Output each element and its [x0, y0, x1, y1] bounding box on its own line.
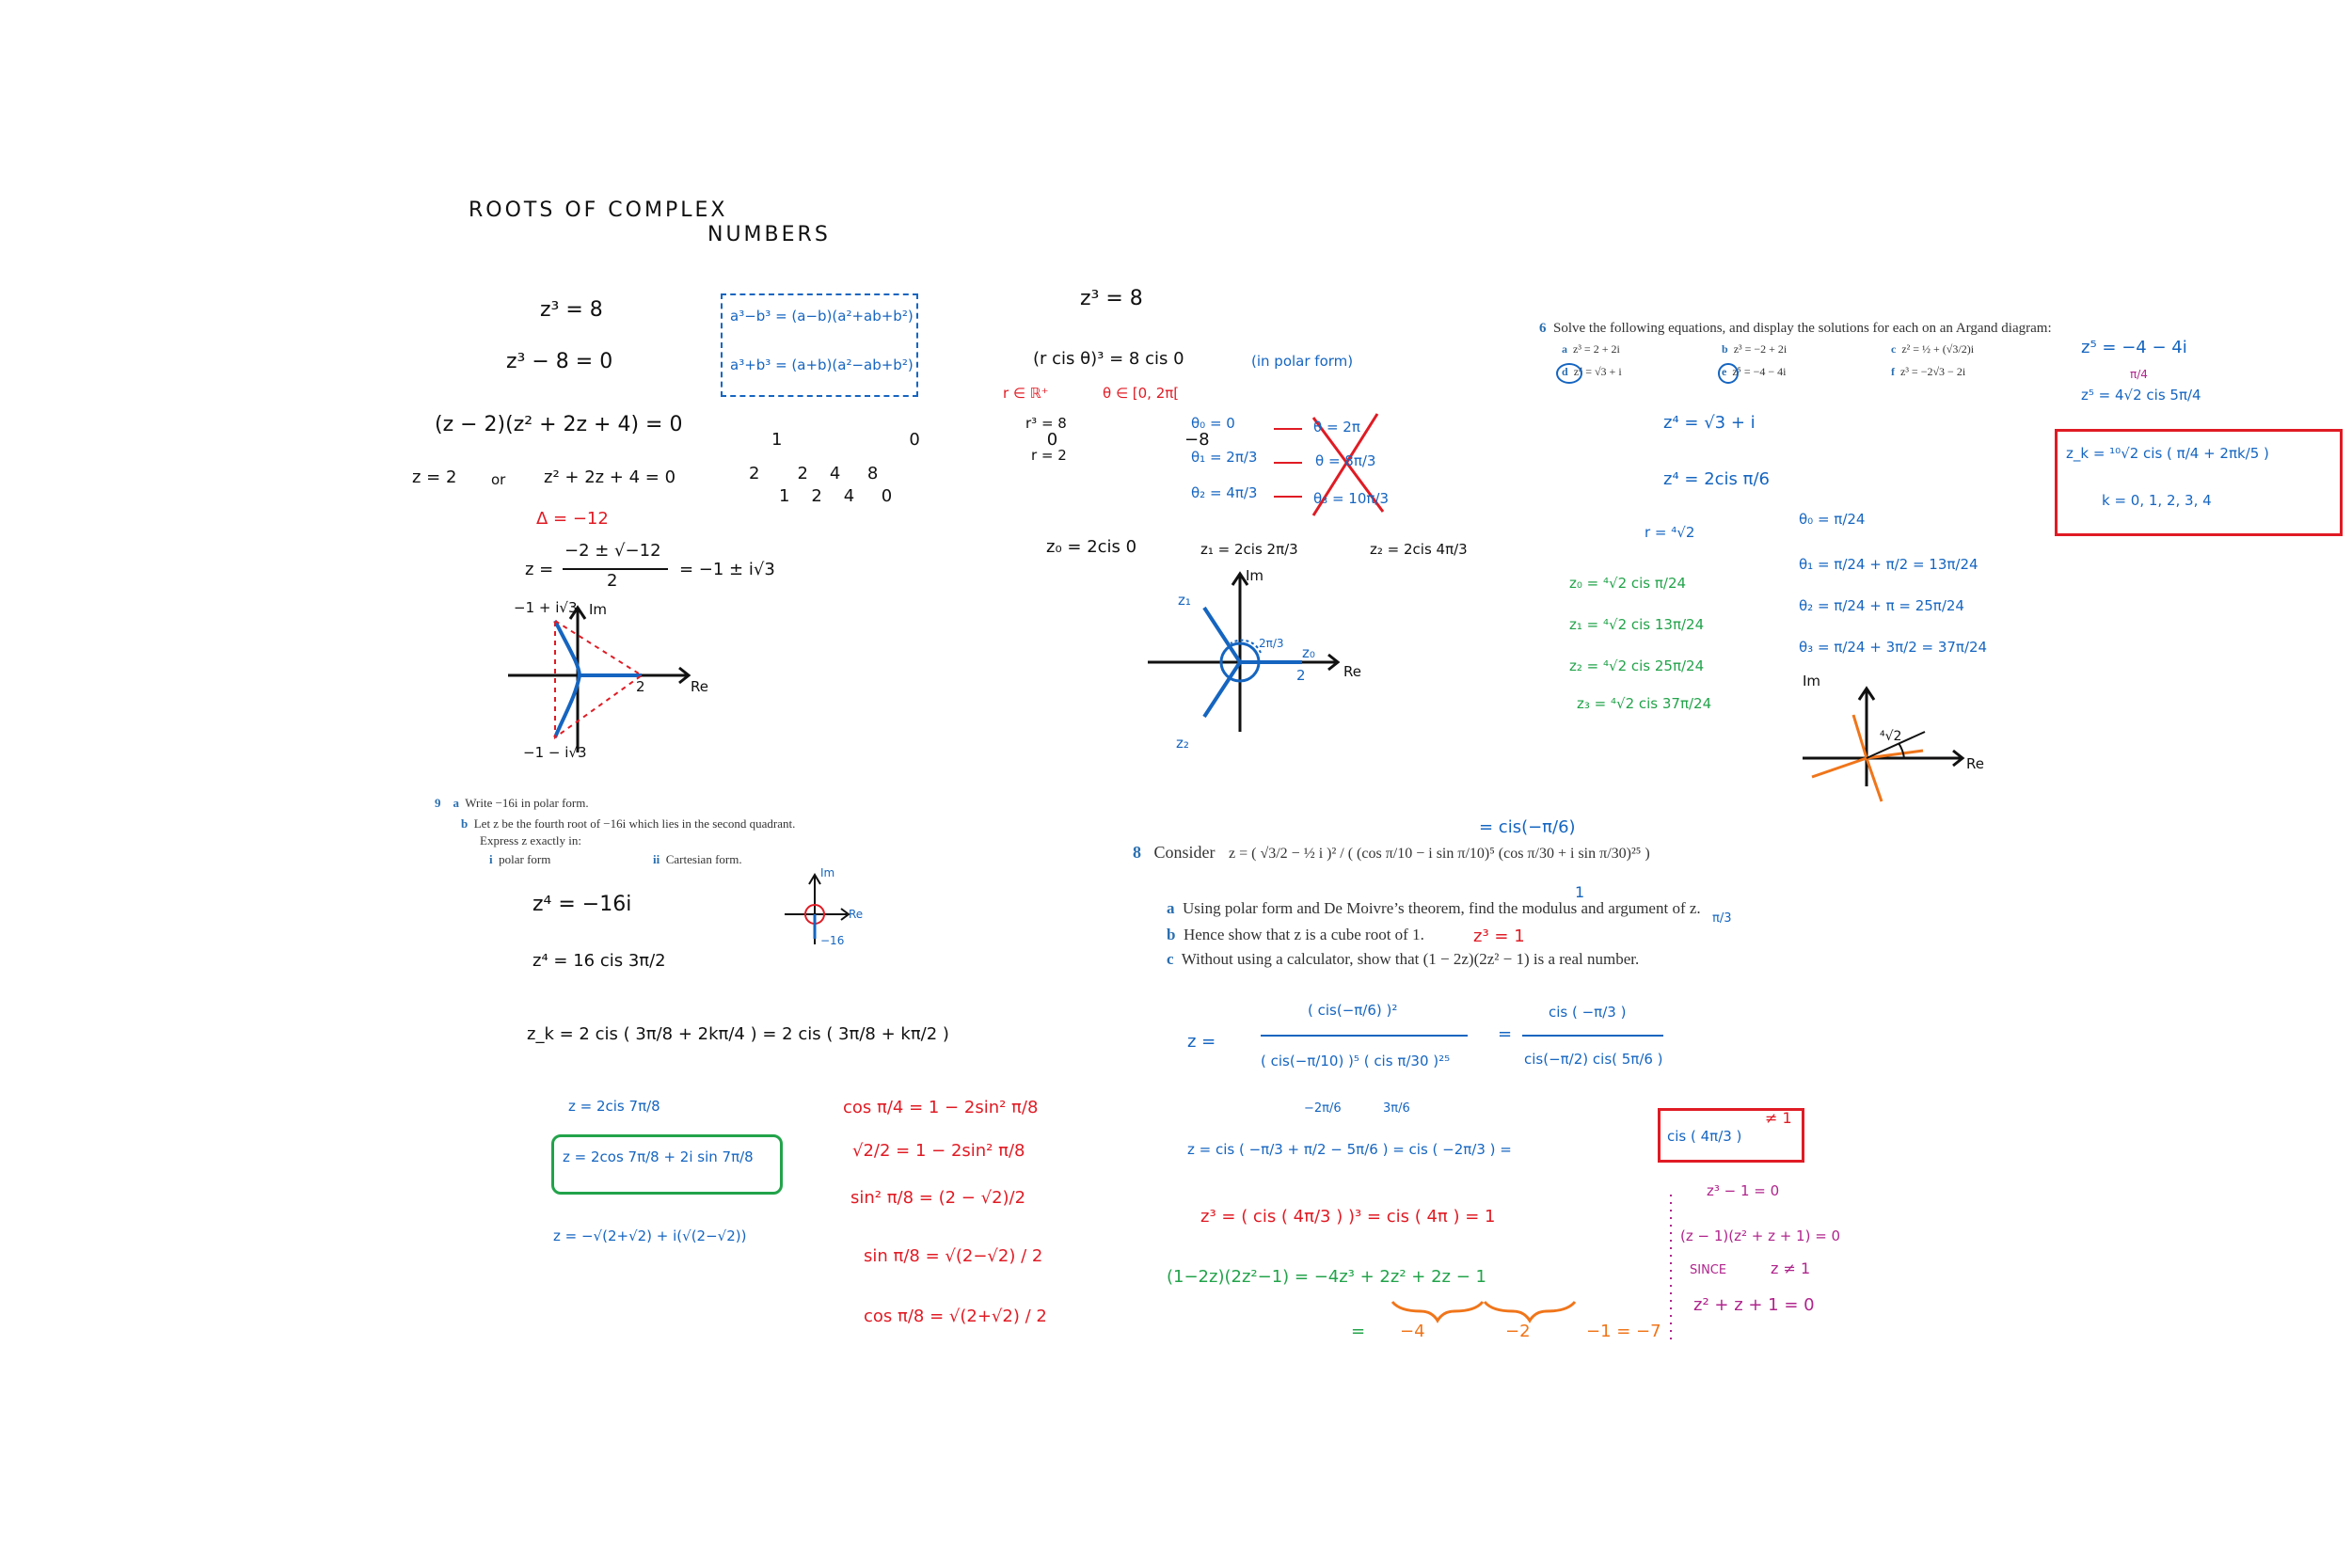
mid-cross-1: θ = 2π: [1313, 419, 1360, 436]
q6-r: r = ⁴√2: [1645, 524, 1695, 541]
argand-q6-im: Im: [1803, 673, 1821, 689]
argand-mid-re: Re: [1343, 663, 1361, 680]
q8-z-def: z = ( √3/2 − ½ i )² / ( (cos π/10 − i sin π/10)⁵ (cos π/30 + i sin π/30)²⁵ ): [1229, 846, 1650, 862]
argand-left-label-2: 2: [636, 678, 645, 695]
q9-z-final: z = −√(2+√2) + i(√(2−√2)): [553, 1227, 747, 1244]
argand-left-label-top: −1 + i√3: [514, 599, 578, 616]
left-eq-factor: (z − 2)(z² + 2z + 4) = 0: [435, 413, 683, 436]
q8-side-2: (z − 1)(z² + z + 1) = 0: [1680, 1227, 1841, 1244]
q8-side-1: z³ − 1 = 0: [1707, 1182, 1780, 1199]
q8-b-hand: z³ = 1: [1473, 927, 1525, 946]
argand-mid-z1: z₁: [1178, 592, 1191, 609]
q8-step1-den: ( cis(−π/10) )⁵ ( cis π/30 )²⁵: [1261, 1053, 1451, 1069]
q6-theta0: θ₀ = π/24: [1799, 511, 1866, 528]
mid-theta2: θ₂ = 4π/3: [1191, 484, 1258, 501]
q8-step4: (1−2z)(2z²−1) = −4z³ + 2z² + 2z − 1: [1167, 1267, 1486, 1287]
q8-consider: 8 Consider: [1133, 843, 1216, 862]
q6-part-f: f z³ = −2√3 − 2i: [1891, 365, 1966, 378]
page-title-line2: NUMBERS: [707, 223, 831, 246]
q6-z2: z₂ = ⁴√2 cis 25π/24: [1569, 657, 1705, 674]
q8-side-3b: z ≠ 1: [1771, 1259, 1811, 1277]
mid-cross-3: θ₃ = 10π/3: [1313, 490, 1390, 507]
synthetic-row-1: 1 0 0 −8: [771, 430, 1210, 450]
q8-step1-num: ( cis(−π/6) )²: [1308, 1002, 1398, 1019]
q9-a: 9 a Write −16i in polar form.: [435, 796, 589, 810]
argand-left-im: Im: [589, 601, 608, 618]
left-quad-rhs: = −1 ± i√3: [679, 560, 775, 579]
q8-step2-ne: ≠ 1: [1765, 1109, 1792, 1127]
q6-theta2: θ₂ = π/24 + π = 25π/24: [1799, 597, 1964, 614]
q6-z3: z₃ = ⁴√2 cis 37π/24: [1577, 695, 1712, 712]
mid-r: r = 2: [1031, 447, 1067, 464]
q9-eq-1: z⁴ = −16i: [532, 893, 632, 916]
q9-i: i polar form: [489, 852, 551, 866]
synthetic-row-3: 1 2 4 0: [779, 486, 893, 506]
identity-diff-cubes: a³−b³ = (a−b)(a²+ab+b²): [730, 308, 914, 325]
mid-polar-note: (in polar form): [1251, 353, 1354, 370]
mid-theta0: θ₀ = 0: [1191, 415, 1235, 432]
q6-z1: z₁ = ⁴√2 cis 13π/24: [1569, 616, 1705, 633]
right-zk: z_k = ¹⁰√2 cis ( π/4 + 2πk/5 ): [2066, 445, 2269, 462]
synthetic-row-2: 2 2 4 8: [749, 464, 879, 483]
left-sol-or: or: [491, 471, 506, 488]
q8-ans-arg: π/3: [1712, 911, 1732, 926]
q9-cos-4: sin π/8 = √(2−√2) / 2: [864, 1246, 1043, 1266]
q9-zk: z_k = 2 cis ( 3π/8 + 2kπ/4 ) = 2 cis ( 3π/8 + kπ/2 ): [527, 1024, 949, 1044]
q8-step2-top1: −2π/6: [1304, 1101, 1342, 1116]
q9-cos-1: cos π/4 = 1 − 2sin² π/8: [843, 1098, 1039, 1117]
page-title: ROOTS OF COMPLEX: [469, 198, 728, 222]
argand-left-label-bottom: −1 − i√3: [523, 744, 587, 761]
q9-cos-5: cos π/8 = √(2+√2) / 2: [864, 1307, 1047, 1326]
q6-z0: z₀ = ⁴√2 cis π/24: [1569, 575, 1687, 592]
q9-b: b Let z be the fourth root of −16i which lies in the second quadrant.: [461, 816, 796, 831]
q9-z: z = 2cis 7π/8: [568, 1098, 660, 1115]
q6-theta1: θ₁ = π/24 + π/2 = 13π/24: [1799, 556, 1979, 573]
mid-theta1: θ₁ = 2π/3: [1191, 449, 1258, 466]
mid-z0: z₀ = 2cis 0: [1046, 537, 1137, 557]
left-quad-den: 2: [607, 571, 618, 591]
argand-q6-r: ⁴√2: [1880, 729, 1902, 744]
argand-left-re: Re: [691, 678, 708, 695]
q6-part-d: d z⁴ = √3 + i: [1562, 365, 1622, 378]
right-k-values: k = 0, 1, 2, 3, 4: [2102, 492, 2212, 509]
q6-prompt: 6 Solve the following equations, and display the solutions for each on an Argand diagram:: [1539, 321, 2052, 336]
q8-step5-a: −4: [1400, 1322, 1425, 1341]
mid-cross-2: θ = 8π/3: [1315, 452, 1376, 469]
q8-z-def-hand: = cis(−π/6): [1479, 817, 1576, 837]
q9-b-2: Express z exactly in:: [480, 833, 581, 847]
q6-part-b: b z³ = −2 + 2i: [1722, 342, 1788, 356]
left-delta: Δ = −12: [536, 509, 609, 529]
argand-q9-im: Im: [820, 866, 835, 879]
q8-a: a Using polar form and De Moivre’s theorem, find the modulus and argument of z.: [1167, 899, 1701, 917]
argand-q9-m16: −16: [820, 934, 845, 947]
argand-q9-re: Re: [849, 908, 864, 921]
left-sol-b: z² + 2z + 4 = 0: [544, 467, 676, 487]
q6-theta3: θ₃ = π/24 + 3π/2 = 37π/24: [1799, 639, 1988, 656]
q9-z-cart: z = 2cos 7π/8 + 2i sin 7π/8: [563, 1148, 754, 1165]
argand-mid-z2: z₂: [1176, 735, 1189, 752]
q8-step5-c: −1 = −7: [1586, 1322, 1661, 1341]
q8-side-4: z² + z + 1 = 0: [1693, 1295, 1815, 1315]
q6-part-c: c z² = ½ + (√3/2)i: [1891, 342, 1975, 356]
q8-step2-box-text: cis ( 4π/3 ): [1667, 1128, 1742, 1145]
q8-step5-eq: =: [1351, 1322, 1366, 1341]
q8-step5-b: −2: [1505, 1322, 1531, 1341]
mid-r3: r³ = 8: [1025, 415, 1067, 432]
q8-step1-eq: =: [1498, 1024, 1513, 1044]
q8-c: c Without using a calculator, show that (1 − 2z)(2z² − 1) is a real number.: [1167, 950, 1640, 968]
q8-ans-modulus: 1: [1575, 883, 1585, 901]
q9-ii: ii Cartesian form.: [653, 852, 742, 866]
mid-z2: z₂ = 2cis 4π/3: [1370, 541, 1468, 558]
q8-step1-r-den: cis(−π/2) cis( 5π/6 ): [1524, 1051, 1663, 1068]
q6-eq-2: z⁴ = 2cis π/6: [1663, 469, 1770, 489]
right-eq-2: z⁵ = 4√2 cis 5π/4: [2081, 387, 2201, 404]
argand-mid-z0: z₀: [1302, 644, 1315, 661]
argand-mid-angle: 2π/3: [1259, 637, 1284, 650]
q9-eq-2: z⁴ = 16 cis 3π/2: [532, 951, 666, 971]
q8-step1-lhs: z =: [1187, 1032, 1216, 1052]
right-eq-1: z⁵ = −4 − 4i: [2081, 338, 2187, 357]
q6-part-a: a z³ = 2 + 2i: [1562, 342, 1620, 356]
right-note: π/4: [2130, 368, 2148, 381]
mid-eq-2: (r cis θ)³ = 8 cis 0: [1033, 349, 1184, 369]
q6-part-e: e z⁵ = −4 − 4i: [1722, 365, 1787, 378]
left-sol-a: z = 2: [412, 467, 457, 487]
mid-z1: z₁ = 2cis 2π/3: [1200, 541, 1298, 558]
q6-eq-1: z⁴ = √3 + i: [1663, 413, 1756, 433]
mid-cond-r: r ∈ ℝ⁺: [1003, 385, 1049, 402]
left-quad-lhs: z =: [525, 560, 554, 579]
left-quad-num: −2 ± √−12: [564, 541, 661, 561]
identity-sum-cubes: a³+b³ = (a+b)(a²−ab+b²): [730, 356, 914, 373]
mid-eq-1: z³ = 8: [1080, 287, 1143, 310]
q8-step2: z = cis ( −π/3 + π/2 − 5π/6 ) = cis ( −2π/3 ) =: [1187, 1141, 1512, 1158]
q8-step2-top2: 3π/6: [1383, 1101, 1410, 1116]
q8-step3: z³ = ( cis ( 4π/3 ) )³ = cis ( 4π ) = 1: [1200, 1207, 1496, 1227]
left-eq-1: z³ = 8: [540, 298, 603, 322]
argand-q6-re: Re: [1966, 755, 1984, 772]
argand-mid-im: Im: [1246, 567, 1264, 584]
q8-side-3: SINCE: [1690, 1263, 1727, 1277]
mid-cond-theta: θ ∈ [0, 2π[: [1103, 385, 1180, 402]
left-eq-2: z³ − 8 = 0: [506, 350, 613, 373]
q9-cos-2: √2/2 = 1 − 2sin² π/8: [852, 1141, 1025, 1161]
q8-step1-r-num: cis ( −π/3 ): [1549, 1004, 1627, 1021]
argand-mid-two: 2: [1296, 667, 1306, 684]
q8-b: b Hence show that z is a cube root of 1.: [1167, 926, 1424, 943]
q9-cos-3: sin² π/8 = (2 − √2)/2: [850, 1188, 1026, 1208]
